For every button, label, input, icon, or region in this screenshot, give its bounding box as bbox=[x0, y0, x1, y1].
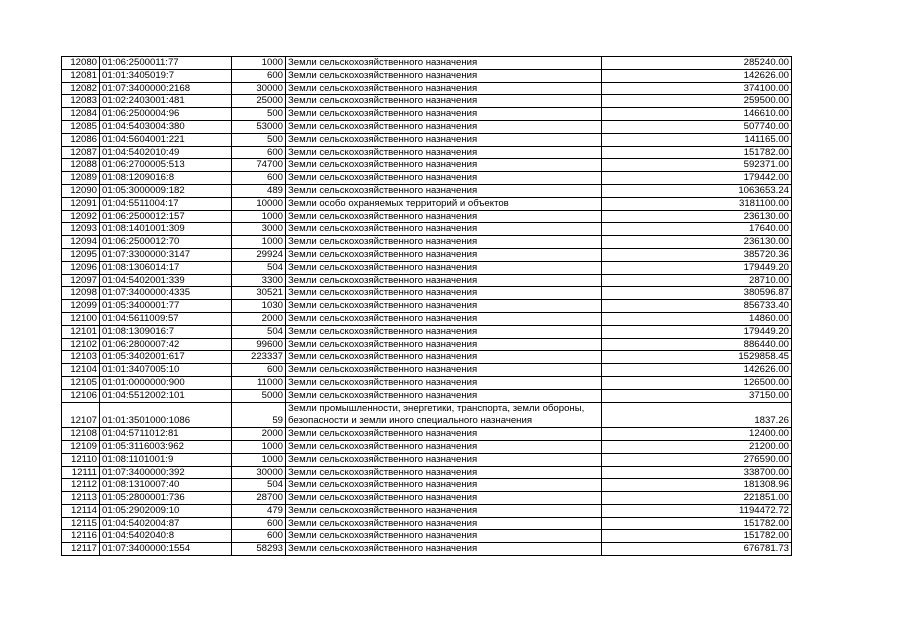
cadastral-value-cell: 146610.00 bbox=[602, 108, 792, 121]
area-cell: 29924 bbox=[232, 248, 286, 261]
area-cell: 3300 bbox=[232, 274, 286, 287]
land-category-cell: Земли сельскохозяйственного назначения bbox=[286, 210, 602, 223]
cadastral-number-cell: 01:07:3400000:392 bbox=[100, 466, 232, 479]
cadastral-number-cell: 01:04:5711012:81 bbox=[100, 428, 232, 441]
area-cell: 500 bbox=[232, 133, 286, 146]
area-cell: 28700 bbox=[232, 492, 286, 505]
table-row bbox=[62, 530, 792, 543]
cadastral-number-cell: 01:05:3116003:962 bbox=[100, 440, 232, 453]
area-cell: 99600 bbox=[232, 338, 286, 351]
row-number-cell: 12090 bbox=[62, 184, 100, 197]
table-row bbox=[62, 223, 792, 236]
row-number-cell: 12112 bbox=[62, 479, 100, 492]
cadastral-number-cell: 01:06:2500012:157 bbox=[100, 210, 232, 223]
row-number-cell: 12104 bbox=[62, 364, 100, 377]
area-cell: 479 bbox=[232, 504, 286, 517]
cadastral-number-cell: 01:06:2700005:513 bbox=[100, 159, 232, 172]
cadastral-value-cell: 181308.96 bbox=[602, 479, 792, 492]
cadastral-number-cell: 01:04:5402004:87 bbox=[100, 517, 232, 530]
area-cell: 504 bbox=[232, 261, 286, 274]
land-category-cell: Земли сельскохозяйственного назначения bbox=[286, 248, 602, 261]
land-category-cell: Земли сельскохозяйственного назначения bbox=[286, 389, 602, 402]
cadastral-number-cell: 01:04:5402001:339 bbox=[100, 274, 232, 287]
area-cell: 600 bbox=[232, 69, 286, 82]
land-category-cell: Земли сельскохозяйственного назначения bbox=[286, 287, 602, 300]
cadastral-value-cell: 17640.00 bbox=[602, 223, 792, 236]
cadastral-value-cell: 179449.20 bbox=[602, 325, 792, 338]
land-category-cell: Земли сельскохозяйственного назначения bbox=[286, 172, 602, 185]
row-number-cell: 12101 bbox=[62, 325, 100, 338]
land-category-cell: Земли сельскохозяйственного назначения bbox=[286, 95, 602, 108]
cadastral-value-cell: 1194472.72 bbox=[602, 504, 792, 517]
table-row bbox=[62, 159, 792, 172]
land-category-cell: Земли сельскохозяйственного назначения bbox=[286, 479, 602, 492]
land-category-cell: Земли промышленности, энергетики, транспорта, земли обороны, безопасности и земли иного специального назначения bbox=[286, 402, 602, 428]
row-number-cell: 12099 bbox=[62, 300, 100, 313]
area-cell: 5000 bbox=[232, 389, 286, 402]
row-number-cell: 12098 bbox=[62, 287, 100, 300]
cadastral-value-cell: 285240.00 bbox=[602, 57, 792, 70]
cadastral-value-cell: 380596.87 bbox=[602, 287, 792, 300]
cadastral-number-cell: 01:08:1101001:9 bbox=[100, 453, 232, 466]
area-cell: 504 bbox=[232, 325, 286, 338]
land-category-cell: Земли сельскохозяйственного назначения bbox=[286, 376, 602, 389]
row-number-cell: 12115 bbox=[62, 517, 100, 530]
area-cell: 600 bbox=[232, 146, 286, 159]
table-row bbox=[62, 504, 792, 517]
cadastral-number-cell: 01:04:5604001:221 bbox=[100, 133, 232, 146]
cadastral-number-cell: 01:04:5511004:17 bbox=[100, 197, 232, 210]
row-number-cell: 12095 bbox=[62, 248, 100, 261]
cadastral-value-cell: 338700.00 bbox=[602, 466, 792, 479]
area-cell: 2000 bbox=[232, 428, 286, 441]
land-category-cell: Земли сельскохозяйственного назначения bbox=[286, 146, 602, 159]
row-number-cell: 12116 bbox=[62, 530, 100, 543]
table-row bbox=[62, 428, 792, 441]
area-cell: 25000 bbox=[232, 95, 286, 108]
land-category-cell: Земли сельскохозяйственного назначения bbox=[286, 351, 602, 364]
cadastral-number-cell: 01:06:2500012:70 bbox=[100, 236, 232, 249]
area-cell: 1000 bbox=[232, 210, 286, 223]
area-cell: 600 bbox=[232, 172, 286, 185]
table-row bbox=[62, 184, 792, 197]
cadastral-number-cell: 01:06:2500011:77 bbox=[100, 57, 232, 70]
table-row bbox=[62, 261, 792, 274]
table-row bbox=[62, 248, 792, 261]
row-number-cell: 12091 bbox=[62, 197, 100, 210]
cadastral-value-cell: 385720.36 bbox=[602, 248, 792, 261]
land-category-cell: Земли особо охраняемых территорий и объектов bbox=[286, 197, 602, 210]
cadastral-value-cell: 141165.00 bbox=[602, 133, 792, 146]
land-category-cell: Земли сельскохозяйственного назначения bbox=[286, 492, 602, 505]
cadastral-value-cell: 179442.00 bbox=[602, 172, 792, 185]
land-category-cell: Земли сельскохозяйственного назначения bbox=[286, 440, 602, 453]
cadastral-value-cell: 151782.00 bbox=[602, 146, 792, 159]
row-number-cell: 12097 bbox=[62, 274, 100, 287]
cadastral-number-cell: 01:05:3402001:617 bbox=[100, 351, 232, 364]
land-category-cell: Земли сельскохозяйственного назначения bbox=[286, 133, 602, 146]
cadastral-value-cell: 676781.73 bbox=[602, 543, 792, 556]
area-cell: 600 bbox=[232, 517, 286, 530]
cadastral-value-cell: 21200.00 bbox=[602, 440, 792, 453]
land-category-cell: Земли сельскохозяйственного назначения bbox=[286, 312, 602, 325]
land-category-cell: Земли сельскохозяйственного назначения bbox=[286, 504, 602, 517]
cadastral-number-cell: 01:08:1309016:7 bbox=[100, 325, 232, 338]
cadastral-number-cell: 01:06:2800007:42 bbox=[100, 338, 232, 351]
table-row bbox=[62, 351, 792, 364]
row-number-cell: 12092 bbox=[62, 210, 100, 223]
area-cell: 2000 bbox=[232, 312, 286, 325]
land-category-cell: Земли сельскохозяйственного назначения bbox=[286, 261, 602, 274]
cadastral-value-cell: 151782.00 bbox=[602, 517, 792, 530]
table-row bbox=[62, 108, 792, 121]
cadastral-number-cell: 01:04:5403004:380 bbox=[100, 120, 232, 133]
land-category-cell: Земли сельскохозяйственного назначения bbox=[286, 274, 602, 287]
cadastral-value-cell: 28710.00 bbox=[602, 274, 792, 287]
table-row bbox=[62, 376, 792, 389]
row-number-cell: 12107 bbox=[62, 402, 100, 428]
land-category-cell: Земли сельскохозяйственного назначения bbox=[286, 364, 602, 377]
row-number-cell: 12086 bbox=[62, 133, 100, 146]
table-row bbox=[62, 120, 792, 133]
cadastral-number-cell: 01:04:5611009:57 bbox=[100, 312, 232, 325]
area-cell: 223337 bbox=[232, 351, 286, 364]
cadastral-number-cell: 01:04:5512002:101 bbox=[100, 389, 232, 402]
area-cell: 59 bbox=[232, 402, 286, 428]
cadastral-number-cell: 01:04:5402040:8 bbox=[100, 530, 232, 543]
area-cell: 30000 bbox=[232, 82, 286, 95]
land-category-cell: Земли сельскохозяйственного назначения bbox=[286, 338, 602, 351]
cadastral-value-cell: 1063653.24 bbox=[602, 184, 792, 197]
cadastral-value-cell: 1529858.45 bbox=[602, 351, 792, 364]
cadastral-value-cell: 142626.00 bbox=[602, 364, 792, 377]
row-number-cell: 12081 bbox=[62, 69, 100, 82]
cadastral-value-cell: 221851.00 bbox=[602, 492, 792, 505]
table-row bbox=[62, 389, 792, 402]
row-number-cell: 12110 bbox=[62, 453, 100, 466]
table-row bbox=[62, 492, 792, 505]
cadastral-value-cell: 14860.00 bbox=[602, 312, 792, 325]
land-category-cell: Земли сельскохозяйственного назначения bbox=[286, 466, 602, 479]
table-row bbox=[62, 197, 792, 210]
cadastral-value-cell: 142626.00 bbox=[602, 69, 792, 82]
cadastral-value-cell: 374100.00 bbox=[602, 82, 792, 95]
cadastral-value-cell: 259500.00 bbox=[602, 95, 792, 108]
cadastral-number-cell: 01:06:2500004:96 bbox=[100, 108, 232, 121]
row-number-cell: 12111 bbox=[62, 466, 100, 479]
row-number-cell: 12094 bbox=[62, 236, 100, 249]
land-category-cell: Земли сельскохозяйственного назначения bbox=[286, 236, 602, 249]
cadastral-number-cell: 01:01:3405019:7 bbox=[100, 69, 232, 82]
cadastral-number-cell: 01:05:3400001:77 bbox=[100, 300, 232, 313]
cadastral-value-cell: 151782.00 bbox=[602, 530, 792, 543]
area-cell: 30521 bbox=[232, 287, 286, 300]
row-number-cell: 12102 bbox=[62, 338, 100, 351]
area-cell: 500 bbox=[232, 108, 286, 121]
table-row bbox=[62, 402, 792, 428]
row-number-cell: 12085 bbox=[62, 120, 100, 133]
cadastral-value-cell: 1837.26 bbox=[602, 402, 792, 428]
land-category-cell: Земли сельскохозяйственного назначения bbox=[286, 300, 602, 313]
area-cell: 30000 bbox=[232, 466, 286, 479]
cadastral-value-cell: 179449.20 bbox=[602, 261, 792, 274]
table-body bbox=[62, 57, 792, 556]
row-number-cell: 12113 bbox=[62, 492, 100, 505]
cadastral-number-cell: 01:05:2902009:10 bbox=[100, 504, 232, 517]
row-number-cell: 12096 bbox=[62, 261, 100, 274]
row-number-cell: 12105 bbox=[62, 376, 100, 389]
area-cell: 489 bbox=[232, 184, 286, 197]
cadastral-number-cell: 01:07:3400000:2168 bbox=[100, 82, 232, 95]
cadastral-value-cell: 507740.00 bbox=[602, 120, 792, 133]
table-row bbox=[62, 453, 792, 466]
row-number-cell: 12108 bbox=[62, 428, 100, 441]
area-cell: 1000 bbox=[232, 57, 286, 70]
cadastral-number-cell: 01:01:3501000:1086 bbox=[100, 402, 232, 428]
row-number-cell: 12089 bbox=[62, 172, 100, 185]
row-number-cell: 12082 bbox=[62, 82, 100, 95]
table-row bbox=[62, 287, 792, 300]
area-cell: 600 bbox=[232, 530, 286, 543]
cadastral-number-cell: 01:08:1310007:40 bbox=[100, 479, 232, 492]
area-cell: 1000 bbox=[232, 453, 286, 466]
row-number-cell: 12117 bbox=[62, 543, 100, 556]
area-cell: 10000 bbox=[232, 197, 286, 210]
cadastral-value-cell: 126500.00 bbox=[602, 376, 792, 389]
area-cell: 53000 bbox=[232, 120, 286, 133]
area-cell: 1000 bbox=[232, 440, 286, 453]
table-row bbox=[62, 133, 792, 146]
cadastral-number-cell: 01:05:3000009:182 bbox=[100, 184, 232, 197]
area-cell: 504 bbox=[232, 479, 286, 492]
area-cell: 1030 bbox=[232, 300, 286, 313]
table-row bbox=[62, 440, 792, 453]
row-number-cell: 12080 bbox=[62, 57, 100, 70]
row-number-cell: 12114 bbox=[62, 504, 100, 517]
table-row bbox=[62, 57, 792, 70]
row-number-cell: 12084 bbox=[62, 108, 100, 121]
cadastral-number-cell: 01:02:2403001:481 bbox=[100, 95, 232, 108]
land-category-cell: Земли сельскохозяйственного назначения bbox=[286, 517, 602, 530]
table-row bbox=[62, 517, 792, 530]
cadastral-number-cell: 01:08:1209016:8 bbox=[100, 172, 232, 185]
land-category-cell: Земли сельскохозяйственного назначения bbox=[286, 543, 602, 556]
cadastral-number-cell: 01:07:3300000:3147 bbox=[100, 248, 232, 261]
land-category-cell: Земли сельскохозяйственного назначения bbox=[286, 453, 602, 466]
cadastral-value-cell: 37150.00 bbox=[602, 389, 792, 402]
row-number-cell: 12088 bbox=[62, 159, 100, 172]
table-row bbox=[62, 338, 792, 351]
cadastral-value-cell: 236130.00 bbox=[602, 236, 792, 249]
row-number-cell: 12109 bbox=[62, 440, 100, 453]
cadastral-number-cell: 01:01:0000000:900 bbox=[100, 376, 232, 389]
area-cell: 74700 bbox=[232, 159, 286, 172]
cadastral-number-cell: 01:08:1401001:309 bbox=[100, 223, 232, 236]
cadastral-value-cell: 236130.00 bbox=[602, 210, 792, 223]
land-category-cell: Земли сельскохозяйственного назначения bbox=[286, 159, 602, 172]
area-cell: 3000 bbox=[232, 223, 286, 236]
cadastral-value-cell: 12400.00 bbox=[602, 428, 792, 441]
cadastral-value-cell: 276590.00 bbox=[602, 453, 792, 466]
table-row bbox=[62, 325, 792, 338]
cadastral-number-cell: 01:08:1306014:17 bbox=[100, 261, 232, 274]
area-cell: 11000 bbox=[232, 376, 286, 389]
land-parcels-table bbox=[61, 56, 792, 556]
land-category-cell: Земли сельскохозяйственного назначения bbox=[286, 69, 602, 82]
cadastral-number-cell: 01:04:5402010:49 bbox=[100, 146, 232, 159]
cadastral-value-cell: 856733.40 bbox=[602, 300, 792, 313]
table-row bbox=[62, 172, 792, 185]
cadastral-number-cell: 01:01:3407005:10 bbox=[100, 364, 232, 377]
land-category-cell: Земли сельскохозяйственного назначения bbox=[286, 108, 602, 121]
table-row bbox=[62, 274, 792, 287]
row-number-cell: 12087 bbox=[62, 146, 100, 159]
table-row bbox=[62, 82, 792, 95]
table-row bbox=[62, 364, 792, 377]
table-row bbox=[62, 146, 792, 159]
land-category-cell: Земли сельскохозяйственного назначения bbox=[286, 82, 602, 95]
land-category-cell: Земли сельскохозяйственного назначения bbox=[286, 325, 602, 338]
row-number-cell: 12106 bbox=[62, 389, 100, 402]
row-number-cell: 12093 bbox=[62, 223, 100, 236]
table-row bbox=[62, 210, 792, 223]
table-row bbox=[62, 466, 792, 479]
cadastral-number-cell: 01:07:3400000:1554 bbox=[100, 543, 232, 556]
land-category-cell: Земли сельскохозяйственного назначения bbox=[286, 530, 602, 543]
table-row bbox=[62, 236, 792, 249]
cadastral-value-cell: 3181100.00 bbox=[602, 197, 792, 210]
table-row bbox=[62, 69, 792, 82]
area-cell: 58293 bbox=[232, 543, 286, 556]
row-number-cell: 12100 bbox=[62, 312, 100, 325]
cadastral-value-cell: 592371.00 bbox=[602, 159, 792, 172]
land-category-cell: Земли сельскохозяйственного назначения bbox=[286, 184, 602, 197]
cadastral-number-cell: 01:05:2800001:736 bbox=[100, 492, 232, 505]
land-category-cell: Земли сельскохозяйственного назначения bbox=[286, 120, 602, 133]
row-number-cell: 12103 bbox=[62, 351, 100, 364]
table-row bbox=[62, 479, 792, 492]
land-category-cell: Земли сельскохозяйственного назначения bbox=[286, 223, 602, 236]
land-category-cell: Земли сельскохозяйственного назначения bbox=[286, 57, 602, 70]
table-row bbox=[62, 312, 792, 325]
land-category-cell: Земли сельскохозяйственного назначения bbox=[286, 428, 602, 441]
row-number-cell: 12083 bbox=[62, 95, 100, 108]
table-row bbox=[62, 543, 792, 556]
table-row bbox=[62, 95, 792, 108]
cadastral-value-cell: 886440.00 bbox=[602, 338, 792, 351]
area-cell: 1000 bbox=[232, 236, 286, 249]
cadastral-number-cell: 01:07:3400000:4335 bbox=[100, 287, 232, 300]
area-cell: 600 bbox=[232, 364, 286, 377]
table-row bbox=[62, 300, 792, 313]
